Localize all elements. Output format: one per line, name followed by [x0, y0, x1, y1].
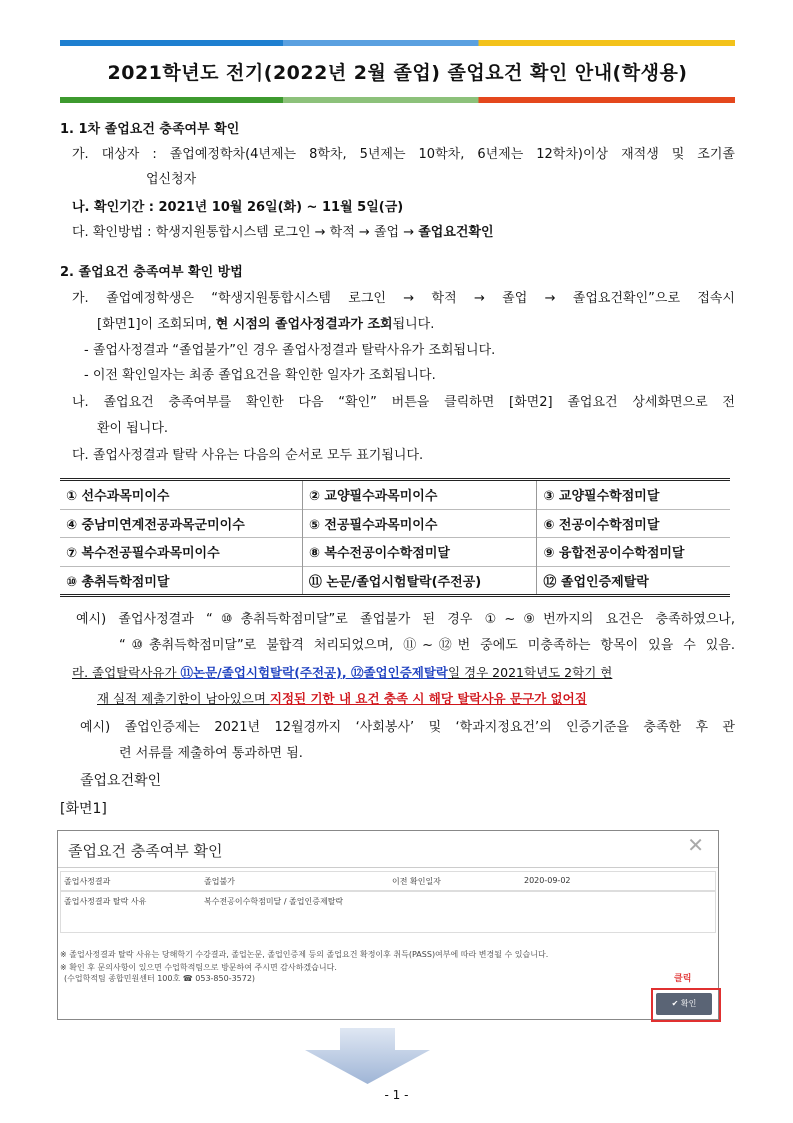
example1-line1: 예시) 졸업사정결과 “⑩총취득학점미달”로 졸업불가 된 경우 ①~⑨번까지의 요건은 충족하였으나, — [76, 612, 735, 627]
section1-heading: 1. 1차 졸업요건 충족여부 확인 — [60, 122, 240, 137]
highlight-box — [651, 988, 721, 1022]
example2-line2: 련 서류를 제출하여 통과하면 됨. — [119, 746, 303, 761]
note-line1: ※ 졸업사정결과 탈락 사유는 당해학기 수강결과, 졸업논문, 졸업인증제 등의 졸업요건 확정이후 취득(PASS)여부에 따라 변경될 수 있습니다. — [60, 950, 549, 959]
confirm-button[interactable]: ✔ 확인 — [656, 993, 712, 1015]
ra-blue-cert: ⑫졸업인증제탈락 — [350, 665, 448, 680]
section2-da: 다. 졸업사정결과 탈락 사유는 다음의 순서로 모두 표기됩니다. — [72, 448, 424, 463]
requirement-cell: ⑤ 전공필수과목미이수 — [302, 509, 537, 538]
dialog-title: 졸업요건 충족여부 확인 — [68, 842, 223, 860]
reason-label: 졸업사정결과 탈락 사유 — [64, 897, 147, 906]
page-title: 2021학년도 전기(2022년 2월 졸업) 졸업요건 확인 안내(학생용) — [107, 62, 688, 84]
example1-line2: “⑩총취득학점미달”로 불합격 처리되었으며, ⑪~⑫번 중에도 미충족하는 항목이 있을 수 있음. — [119, 638, 735, 653]
result-value: 졸업불가 — [204, 877, 235, 886]
section2-na-line1: 나. 졸업요건 충족여부를 확인한 다음 “확인” 버튼을 클릭하면 [화면2] 졸업요건 상세화면으로 전 — [72, 395, 735, 410]
requirement-cell: ④ 중남미연계전공과목군미이수 — [60, 509, 302, 538]
note-line2: ※ 확인 후 문의사항이 있으면 수업학적팀으로 방문하여 주시면 감사하겠습니다. — [60, 963, 337, 972]
section1-da-text: 다. 확인방법 : 학생지원통합시스템 로그인 → 학적 → 졸업 → — [72, 225, 419, 240]
ra-line2-text: 재 실적 제출기한이 남아있으며 — [97, 691, 270, 706]
ra-prefix: 라. 졸업탈락사유가 — [72, 665, 181, 680]
arrow-down-icon — [305, 1028, 430, 1084]
ra-mid: 일 경우 2021학년도 2학기 현 — [448, 665, 613, 680]
section2-ga-line1: 가. 졸업예정학생은 “학생지원통합시스템 로그인 → 학적 → 졸업 → 졸업요건확인”으로 접속시 — [72, 291, 735, 306]
section1-na: 나. 확인기간 : 2021년 10월 26일(화) ~ 11월 5일(금) — [72, 200, 404, 215]
section2-dash2: - 이전 확인일자는 최종 졸업요건을 확인한 일자가 조회됩니다. — [84, 368, 436, 383]
requirement-cell: ③ 교양필수학점미달 — [537, 480, 730, 510]
section1-ga-line1: 가. 대상자 : 졸업예정학차(4년제는 8학차, 5년제는 10학차, 6년제는 12학차)이상 재적생 및 조기졸 — [72, 147, 735, 162]
screen-caption: 졸업요건확인 — [80, 773, 162, 789]
section2-ga-line2-bold: 현 시점의 졸업사정결과가 조회 — [215, 317, 393, 332]
requirement-cell: ② 교양필수과목미이수 — [302, 480, 537, 510]
requirements-table — [60, 478, 730, 597]
date-label: 이전 확인일자 — [392, 877, 441, 886]
ra-separator: , — [341, 665, 351, 680]
section1-da-bold: 졸업요건확인 — [418, 225, 494, 240]
section2-heading: 2. 졸업요건 충족여부 확인 방법 — [60, 265, 243, 280]
reason-row — [60, 891, 716, 933]
example2-line1: 예시) 졸업인증제는 2021년 12월경까지 ‘사회봉사’ 및 ‘학과지정요건’의 인증기준을 충족한 후 관 — [80, 720, 735, 735]
section1-da — [72, 224, 494, 242]
requirement-cell: ⑫ 졸업인증제탈락 — [537, 566, 730, 596]
requirement-cell: ⑩ 총취득학점미달 — [60, 566, 302, 596]
result-label: 졸업사정결과 — [64, 877, 111, 886]
date-value: 2020-09-02 — [524, 876, 571, 885]
embedded-screenshot — [57, 830, 719, 1020]
section2-ga-line2 — [97, 316, 434, 334]
header-top-bar — [60, 40, 735, 46]
section2-ga-line2-end: 됩니다. — [392, 317, 435, 332]
page-number: - 1 - — [384, 1088, 409, 1102]
requirement-cell: ⑦ 복수전공필수과목미이수 — [60, 538, 302, 567]
header-bottom-bar — [60, 97, 735, 103]
table-row — [60, 509, 730, 538]
requirement-cell: ⑧ 복수전공이수학점미달 — [302, 538, 537, 567]
table-row — [60, 538, 730, 567]
requirement-cell: ① 선수과목미이수 — [66, 489, 170, 505]
section2-na-line2: 환이 됩니다. — [97, 421, 169, 436]
result-row — [60, 871, 716, 891]
reason-value: 복수전공이수학점미달 / 졸업인증제탈락 — [204, 897, 344, 906]
ra-line2-red: 지정된 기한 내 요건 충족 시 해당 탈락사유 문구가 없어짐 — [269, 691, 587, 706]
table-row — [60, 480, 730, 510]
section2-ra-line1 — [72, 664, 612, 682]
click-label: 클릭 — [674, 974, 692, 984]
close-icon[interactable]: ✕ — [687, 833, 704, 857]
section2-ra-line2 — [97, 690, 587, 708]
table-row — [60, 566, 730, 596]
section2-ga-line2-text: [화면1]이 조회되며, — [97, 317, 216, 332]
screen-label: [화면1] — [60, 801, 107, 817]
requirement-cell: ⑪ 논문/졸업시험탈락(주전공) — [302, 566, 537, 596]
requirement-cell: ⑨ 융합전공이수학점미달 — [537, 538, 730, 567]
requirement-cell: ⑥ 전공이수학점미달 — [537, 509, 730, 538]
section2-dash1: - 졸업사정결과 “졸업불가”인 경우 졸업사정결과 탈락사유가 조회됩니다. — [84, 343, 496, 358]
dialog-header — [58, 831, 718, 868]
section1-ga-line2: 업신청자 — [146, 172, 197, 187]
ra-blue-thesis: ⑪논문/졸업시험탈락(주전공) — [180, 665, 342, 680]
note-line3: (수업학적팀 종합민원센터 100호 ☎ 053-850-3572) — [64, 974, 256, 983]
